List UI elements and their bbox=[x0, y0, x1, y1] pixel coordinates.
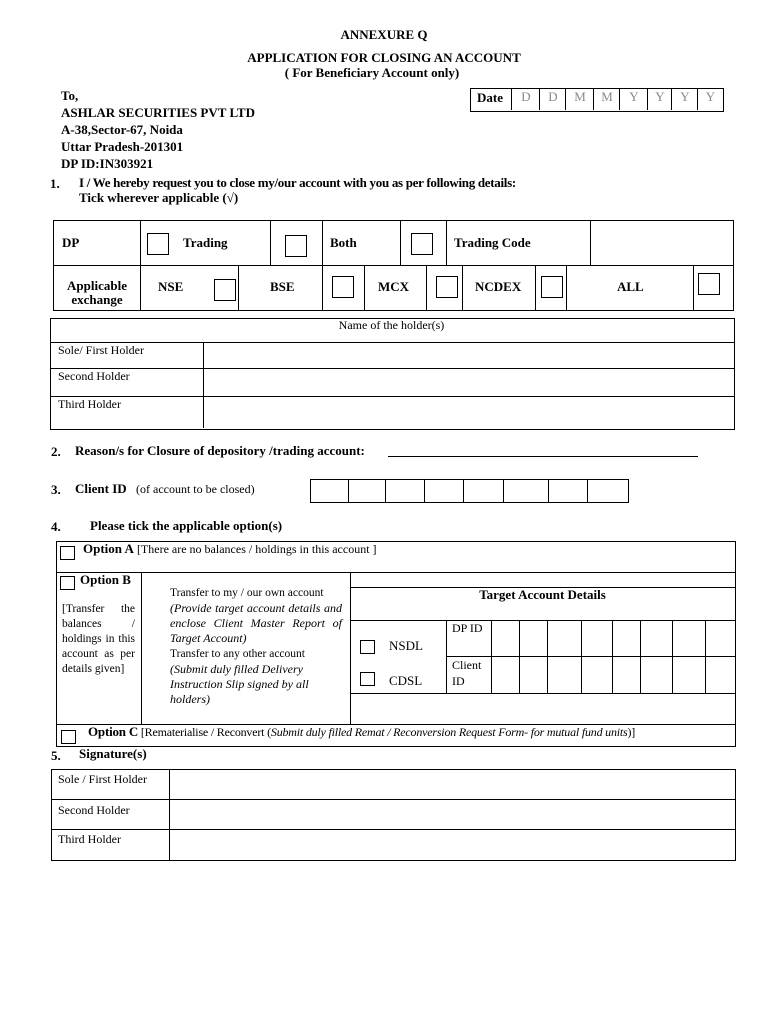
option-c-label: Option C bbox=[88, 724, 139, 739]
exchange-bse-label: BSE bbox=[270, 279, 295, 294]
reason-label: Reason/s for Closure of depository /trading account: bbox=[75, 443, 365, 458]
section1-text: I / We hereby request you to close my/our account with you as per following details: bbox=[79, 175, 516, 190]
date-cell[interactable]: D bbox=[539, 88, 566, 110]
section3-number: 3. bbox=[51, 482, 61, 497]
type-trading-code-label: Trading Code bbox=[454, 235, 531, 250]
section4-text: Please tick the applicable option(s) bbox=[90, 518, 283, 533]
option-a-text: [There are no balances / holdings in this account ] bbox=[136, 542, 377, 556]
option-c-note: Submit duly filled Remat / Reconversion Request Form- for mutual fund units bbox=[270, 725, 628, 739]
applicable-exchange-label: Applicable exchange bbox=[67, 278, 127, 307]
type-dp-label: DP bbox=[62, 235, 80, 250]
cdsl-label: CDSL bbox=[389, 673, 423, 688]
option-a-label: Option A bbox=[83, 541, 134, 556]
address-line1: A-38,Sector-67, Noida bbox=[61, 122, 183, 137]
date-cell[interactable]: Y bbox=[697, 88, 723, 110]
exchange-all-label: ALL bbox=[617, 279, 644, 294]
date-cell[interactable]: Y bbox=[647, 88, 672, 110]
transfer-other-note: (Submit duly filled Delivery Instruction Slip signed by all holders) bbox=[170, 662, 309, 706]
holder-second-input[interactable] bbox=[205, 370, 732, 395]
target-client-id-input[interactable] bbox=[492, 657, 734, 692]
section4-number: 4. bbox=[51, 519, 61, 534]
holder-first-input[interactable] bbox=[205, 344, 732, 367]
option-b-description: [Transfer the balances / holdings in this account as per details given] bbox=[62, 603, 135, 675]
exchange-ncdex-label: NCDEX bbox=[475, 279, 522, 294]
signature-third-label: Third Holder bbox=[58, 832, 121, 846]
option-a-checkbox[interactable] bbox=[60, 546, 75, 560]
exchange-nse-label: NSE bbox=[158, 279, 184, 294]
option-c-checkbox[interactable] bbox=[61, 730, 76, 744]
transfer-other-label[interactable]: Transfer to any other account bbox=[170, 648, 305, 660]
form-title: APPLICATION FOR CLOSING AN ACCOUNT bbox=[247, 50, 521, 65]
target-dp-id-label: DP ID bbox=[452, 621, 483, 635]
client-id-input[interactable] bbox=[310, 479, 629, 503]
exchange-mcx-label: MCX bbox=[378, 279, 410, 294]
signature-second-label: Second Holder bbox=[58, 803, 130, 817]
type-dp-checkbox[interactable] bbox=[147, 233, 169, 255]
target-client-id-label: Client ID bbox=[452, 658, 482, 688]
exchange-mcx-checkbox[interactable] bbox=[436, 276, 458, 298]
option-b-checkbox[interactable] bbox=[60, 576, 75, 590]
tick-instruction: Tick wherever applicable (√) bbox=[79, 190, 239, 205]
section5-number: 5. bbox=[51, 748, 61, 763]
reason-input[interactable] bbox=[388, 456, 698, 457]
nsdl-label: NSDL bbox=[389, 638, 423, 653]
address-dp-id: DP ID:IN303921 bbox=[61, 156, 154, 171]
exchange-all-checkbox[interactable] bbox=[698, 273, 720, 295]
type-trading-label: Trading bbox=[183, 235, 228, 250]
date-cell[interactable]: Y bbox=[671, 88, 698, 110]
signature-heading: Signature(s) bbox=[79, 746, 147, 761]
cdsl-checkbox[interactable] bbox=[360, 672, 375, 686]
option-a-row bbox=[83, 541, 377, 557]
transfer-own-note: (Provide target account details and enclose Client Master Report of Target Account) bbox=[170, 601, 342, 645]
signature-second-input[interactable] bbox=[171, 801, 733, 828]
client-id-label: Client ID bbox=[75, 481, 127, 496]
holder-first-label: Sole/ First Holder bbox=[58, 343, 144, 357]
holder-third-label: Third Holder bbox=[58, 397, 121, 411]
form-subtitle: ( For Beneficiary Account only) bbox=[284, 65, 460, 80]
date-cell[interactable]: D bbox=[511, 88, 540, 110]
exchange-nse-checkbox[interactable] bbox=[214, 279, 236, 301]
exchange-ncdex-checkbox[interactable] bbox=[541, 276, 563, 298]
type-trading-checkbox[interactable] bbox=[285, 235, 307, 257]
signature-third-input[interactable] bbox=[171, 831, 733, 858]
exchange-bse-checkbox[interactable] bbox=[332, 276, 354, 298]
trading-code-input[interactable] bbox=[591, 221, 731, 264]
address-company: ASHLAR SECURITIES PVT LTD bbox=[61, 105, 255, 120]
client-id-note: (of account to be closed) bbox=[136, 482, 255, 496]
date-cell[interactable]: M bbox=[593, 88, 620, 110]
address-to: To, bbox=[61, 88, 79, 103]
signature-first-input[interactable] bbox=[171, 771, 733, 798]
option-b-label: Option B bbox=[80, 572, 131, 587]
target-account-header: Target Account Details bbox=[479, 587, 606, 602]
holders-header: Name of the holder(s) bbox=[338, 318, 445, 332]
date-cell[interactable]: M bbox=[565, 88, 594, 110]
signature-first-label: Sole / First Holder bbox=[58, 772, 147, 786]
holder-third-input[interactable] bbox=[205, 398, 732, 427]
transfer-own-label[interactable]: Transfer to my / our own account bbox=[170, 587, 324, 599]
option-c-row: Option C [Rematerialise / Reconvert (Submit duly filled Remat / Reconversion Request Form- for mutual fund units)] bbox=[88, 724, 636, 739]
date-label: Date bbox=[477, 90, 503, 105]
date-cell[interactable]: Y bbox=[619, 88, 648, 110]
nsdl-checkbox[interactable] bbox=[360, 640, 375, 654]
address-line2: Uttar Pradesh-201301 bbox=[61, 139, 184, 154]
type-both-label: Both bbox=[330, 235, 357, 250]
type-both-checkbox[interactable] bbox=[411, 233, 433, 255]
section1-number: 1. bbox=[50, 176, 60, 191]
section2-number: 2. bbox=[51, 444, 61, 459]
annexure-label: ANNEXURE Q bbox=[340, 27, 428, 42]
target-dp-id-input[interactable] bbox=[492, 621, 734, 656]
holder-second-label: Second Holder bbox=[58, 369, 130, 383]
